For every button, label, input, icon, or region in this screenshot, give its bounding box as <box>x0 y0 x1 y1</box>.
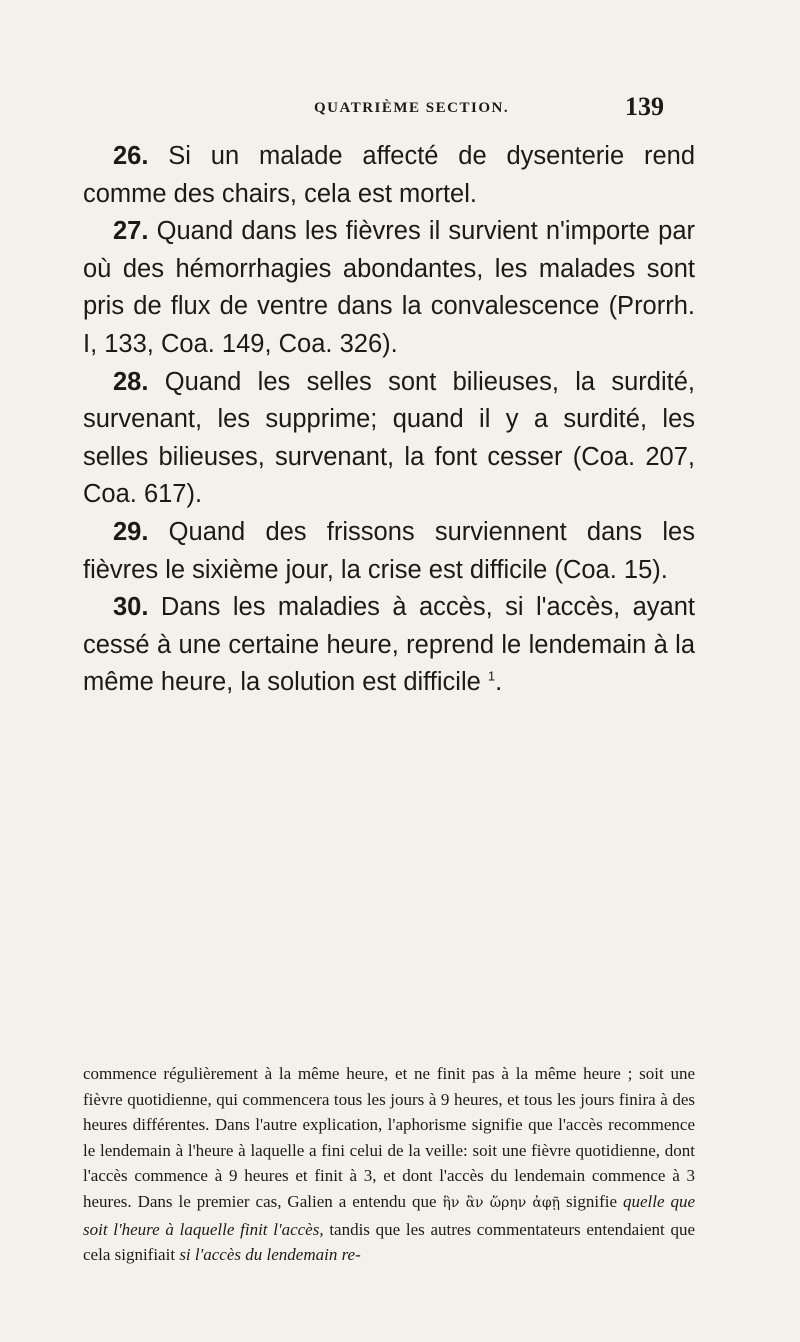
running-title: QUATRIÈME SECTION. <box>314 100 510 116</box>
footnote-text-3: tandis que les autres commentateurs entendaient que cela signifiait <box>83 1219 695 1265</box>
aphorism-30 <box>83 589 695 702</box>
aphorism-text: Dans les maladies à accès, si l'accès, ayant cessé à une certaine heure, reprend le lendemain à la même heure, la solution est difficile <box>83 593 695 697</box>
aphorism-number: 29. <box>113 517 149 546</box>
aphorism-number: 30. <box>113 593 149 622</box>
aphorism-number: 28. <box>113 367 149 396</box>
footnote-marker: 1 <box>487 668 496 684</box>
footnote-text-2: signifie <box>566 1191 618 1211</box>
aphorism-text: Si un malade affecté de dysenterie rend comme des chairs, cela est mortel. <box>83 142 695 208</box>
aphorism-number: 26. <box>113 142 149 170</box>
aphorism-26 <box>83 138 695 213</box>
aphorism-29 <box>83 514 695 589</box>
footnote-greek-phrase: ἣν ἂν ὥρην ἀφῇ <box>442 1194 561 1211</box>
aphorism-text: Quand dans les fièvres il survient n'importe par où des hémorrhagies abondantes, les malades sont pris de flux de ventre dans la convalescence (Prorrh. I, 133, Coa. 149, Coa. 326). <box>83 217 695 358</box>
aphorism-28 <box>83 364 695 514</box>
aphorism-number: 27. <box>113 217 149 246</box>
page-number: 139 <box>625 92 664 121</box>
footnote-italic-2: si l'accès du lendemain re- <box>179 1245 361 1265</box>
aphorism-text: Quand des frissons surviennent dans les fièvres le sixième jour, la crise est difficile (Coa. 15). <box>83 517 695 584</box>
footnote-text-1: commence régulièrement à la même heure, et ne finit pas à la même heure ; soit une fièvre quotidienne, qui commencera tous les jours à 9 heures, et tous les jours finira à des heures différentes. Dans l'autre explication, l'aphorisme signifie que l'accès recommence le lendemain à l'heure à laquelle a fini celui de la veille: soit une fièvre quotidienne, dont l'accès commence à 9 heures et finit à 3, et dont l'accès du lendemain commence à 3 heures. Dans le premier cas, Galien a entendu que <box>83 1064 695 1211</box>
aphorism-end-punctuation: . <box>495 668 503 697</box>
aphorism-list <box>83 138 695 702</box>
aphorism-text: Quand les selles sont bilieuses, la surdité, survenant, les supprime; quand il y a surdité, les selles bilieuses, survenant, la font cesser (Coa. 207, Coa. 617). <box>83 367 695 509</box>
footnote-italic-1: quelle que soit l'heure à laquelle finit l'accès, <box>83 1191 696 1239</box>
page-header <box>0 92 800 132</box>
footnote <box>83 1061 695 1268</box>
aphorism-27 <box>83 213 695 363</box>
